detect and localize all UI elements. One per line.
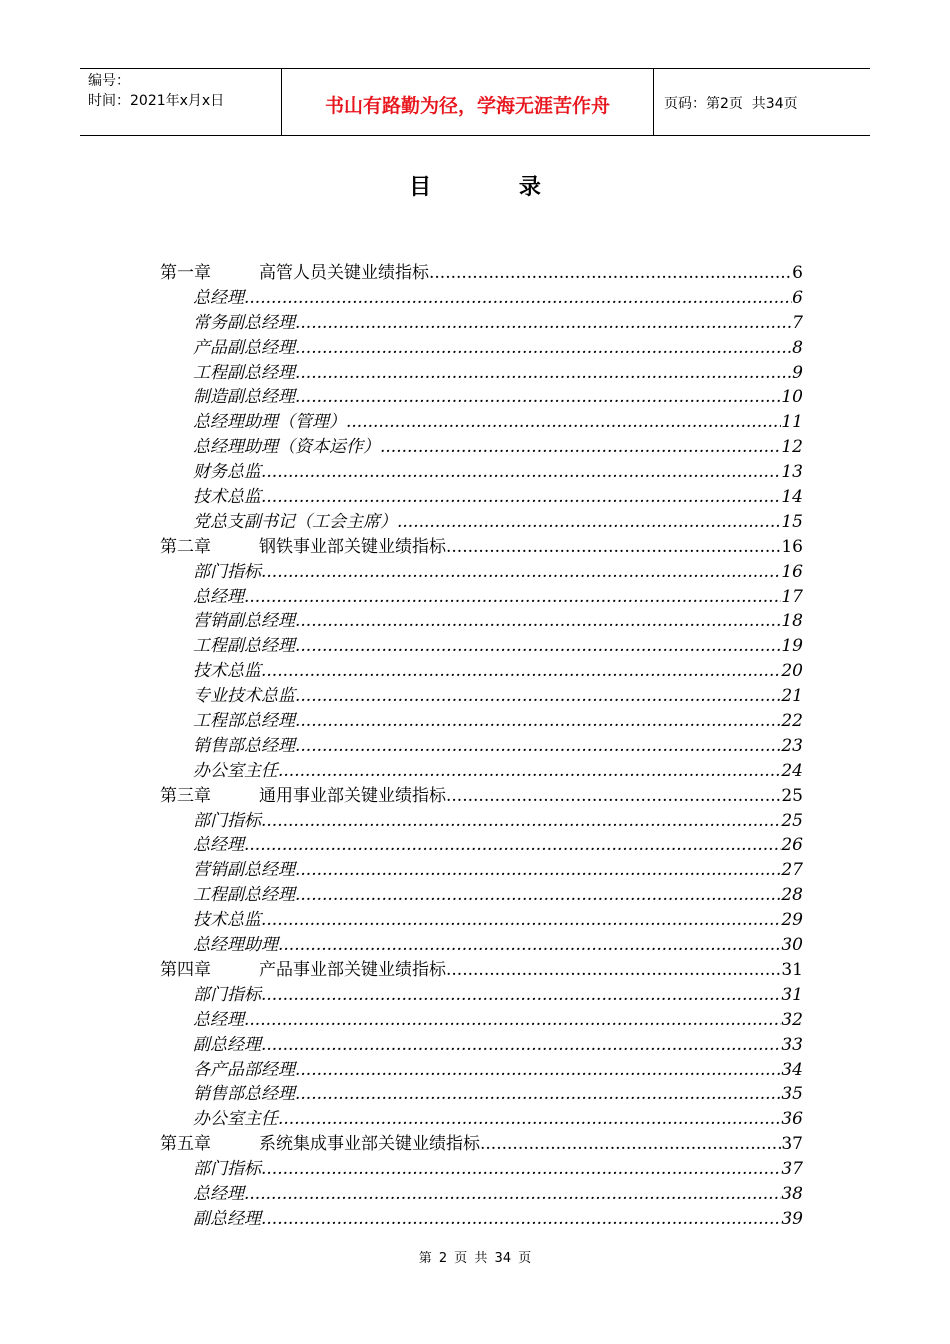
toc-dot-leader [278,1107,781,1132]
toc-page-number: 26 [781,835,803,856]
toc-entry-row[interactable] [160,858,803,883]
toc-page-number: 36 [781,1109,803,1130]
toc-entry-row[interactable] [160,809,803,834]
toc-chapter-row[interactable] [160,1132,803,1157]
document-title: 目 录 [409,175,581,200]
toc-entry-row[interactable] [160,1033,803,1058]
toc-entry-label: 财务总监 [193,462,261,483]
toc-dot-leader [244,286,792,311]
toc-dot-leader [295,609,781,634]
toc-page-number: 31 [781,984,803,1005]
toc-entry-row[interactable] [160,460,803,485]
toc-dot-leader [261,460,781,485]
toc-entry-label: 工程副总经理 [193,885,295,906]
toc-entry-label: 部门指标 [193,984,261,1005]
toc-dot-leader [446,958,781,983]
toc-page-number: 33 [781,1034,803,1055]
toc-dot-leader [295,734,781,759]
toc-entry-label: 总经理 [193,586,244,607]
toc-entry-label: 副总经理 [193,1034,261,1055]
toc-dot-leader [261,1033,781,1058]
toc-page-number: 37 [781,1134,803,1155]
toc-entry-label: 产品事业部关键业绩指标 [259,959,446,980]
toc-page-number: 22 [781,711,803,732]
toc-dot-leader [446,535,781,560]
toc-page-number: 7 [792,312,803,333]
toc-dot-leader [261,560,781,585]
toc-entry-label: 总经理助理（资本运作） [193,437,380,458]
number-label: 编号： [88,73,130,89]
header-motto: 书山有路勤为径，学海无涯苦作舟 [282,69,654,135]
toc-dot-leader [244,833,781,858]
page-footer: 第 2 页 共 34 页 [418,1251,532,1266]
toc-entry-row[interactable] [160,1008,803,1033]
toc-entry-row[interactable] [160,336,803,361]
toc-entry-label: 工程部总经理 [193,711,295,732]
page-info-text: 页码：第2页 共34页 [664,96,798,112]
toc-page-number: 21 [781,686,803,707]
toc-dot-leader [278,759,781,784]
toc-entry-label: 技术总监 [193,661,261,682]
toc-entry-label: 技术总监 [193,910,261,931]
toc-dot-leader [397,510,781,535]
toc-page-number: 30 [781,935,803,956]
toc-page-number: 34 [781,1059,803,1080]
header-page-info [654,69,870,135]
toc-dot-leader [295,684,781,709]
toc-entry-row[interactable] [160,510,803,535]
toc-entry-label: 专业技术总监 [193,686,295,707]
toc-page-number: 29 [781,910,803,931]
page-header [80,68,870,136]
toc-dot-leader [346,410,781,435]
toc-dot-leader [295,634,781,659]
toc-entry-label: 制造副总经理 [193,387,295,408]
toc-page-number: 15 [781,511,803,532]
toc-page-number: 17 [781,586,803,607]
toc-dot-leader [261,809,781,834]
toc-entry-label: 党总支副书记（工会主席） [193,511,397,532]
toc-dot-leader [295,361,792,386]
toc-entry-label: 钢铁事业部关键业绩指标 [259,536,446,557]
toc-entry-label: 工程副总经理 [193,636,295,657]
toc-entry-row[interactable] [160,634,803,659]
toc-chapter-row[interactable] [160,958,803,983]
toc-page-number: 13 [781,462,803,483]
toc-entry-label: 高管人员关键业绩指标 [259,263,429,283]
toc-entry-row[interactable] [160,585,803,610]
toc-dot-leader [261,485,781,510]
toc-dot-leader [295,311,792,336]
toc-dot-leader [244,1182,781,1207]
toc-dot-leader [429,261,792,286]
toc-dot-leader [261,908,781,933]
toc-page-number: 25 [781,810,803,831]
toc-page-number: 23 [781,735,803,756]
toc-chapter-number: 第五章 [160,1134,211,1155]
toc-chapter-row[interactable] [160,784,803,809]
toc-entry-row[interactable] [160,1107,803,1132]
toc-page-number: 27 [781,860,803,881]
toc-chapter-row[interactable] [160,261,803,286]
toc-dot-leader [295,858,781,883]
toc-dot-leader [295,709,781,734]
toc-dot-leader [295,1058,781,1083]
toc-entry-row[interactable] [160,983,803,1008]
toc-dot-leader [244,1008,781,1033]
toc-entry-row[interactable] [160,1157,803,1182]
toc-entry-label: 常务副总经理 [193,312,295,333]
toc-entry-row[interactable] [160,361,803,386]
toc-entry-label: 副总经理 [193,1208,261,1229]
toc-entry-label: 系统集成事业部关键业绩指标 [259,1134,480,1155]
toc-page-number: 16 [781,561,803,582]
toc-entry-row[interactable] [160,684,803,709]
toc-chapter-number: 第三章 [160,785,211,806]
toc-entry-label: 部门指标 [193,1159,261,1180]
toc-entry-row[interactable] [160,1207,803,1232]
toc-page-number: 25 [781,785,803,806]
toc-entry-label: 部门指标 [193,810,261,831]
toc-dot-leader [295,336,792,361]
toc-entry-label: 营销副总经理 [193,611,295,632]
toc-entry-row[interactable] [160,908,803,933]
toc-entry-row[interactable] [160,1182,803,1207]
toc-entry-label: 总经理 [193,1183,244,1204]
toc-page-number: 9 [792,362,803,383]
toc-entry-row[interactable] [160,286,803,311]
toc-entry-row[interactable] [160,734,803,759]
toc-entry-label: 总经理助理（管理） [193,412,346,433]
toc-chapter-number: 第四章 [160,959,211,980]
toc-dot-leader [295,385,781,410]
table-of-contents [160,261,803,1232]
toc-entry-row[interactable] [160,659,803,684]
toc-entry-label: 各产品部经理 [193,1059,295,1080]
toc-entry-row[interactable] [160,1082,803,1107]
toc-entry-label: 总经理 [193,1009,244,1030]
toc-dot-leader [380,435,781,460]
toc-entry-row[interactable] [160,560,803,585]
toc-dot-leader [244,585,781,610]
toc-page-number: 6 [792,263,803,283]
toc-page-number: 38 [781,1183,803,1204]
header-meta [80,69,282,135]
toc-entry-row[interactable] [160,1058,803,1083]
toc-entry-label: 总经理 [193,287,244,308]
toc-page-number: 18 [781,611,803,632]
toc-entry-row[interactable] [160,759,803,784]
toc-entry-label: 总经理 [193,835,244,856]
toc-entry-label: 部门指标 [193,561,261,582]
toc-entry-row[interactable] [160,933,803,958]
toc-page-number: 37 [781,1159,803,1180]
toc-entry-label: 通用事业部关键业绩指标 [259,785,446,806]
toc-entry-row[interactable] [160,833,803,858]
toc-page-number: 14 [781,487,803,508]
toc-page-number: 10 [781,387,803,408]
toc-entry-row[interactable] [160,410,803,435]
toc-page-number: 20 [781,661,803,682]
toc-page-number: 8 [792,337,803,358]
toc-chapter-number: 第二章 [160,536,211,557]
toc-page-number: 24 [781,760,803,781]
toc-chapter-row[interactable] [160,535,803,560]
toc-page-number: 35 [781,1084,803,1105]
toc-page-number: 31 [781,959,803,980]
toc-entry-row[interactable] [160,883,803,908]
toc-dot-leader [295,1082,781,1107]
toc-entry-label: 办公室主任 [193,1109,278,1130]
toc-page-number: 11 [781,412,803,433]
toc-entry-label: 总经理助理 [193,935,278,956]
toc-dot-leader [480,1132,781,1157]
toc-page-number: 32 [781,1009,803,1030]
toc-dot-leader [446,784,781,809]
toc-entry-row[interactable] [160,709,803,734]
toc-dot-leader [278,933,781,958]
toc-entry-label: 营销副总经理 [193,860,295,881]
toc-chapter-number: 第一章 [160,263,211,283]
toc-dot-leader [261,983,781,1008]
toc-entry-label: 销售部总经理 [193,1084,295,1105]
toc-entry-row[interactable] [160,435,803,460]
toc-dot-leader [295,883,781,908]
toc-entry-label: 销售部总经理 [193,735,295,756]
toc-entry-row[interactable] [160,385,803,410]
toc-entry-row[interactable] [160,609,803,634]
toc-page-number: 19 [781,636,803,657]
toc-page-number: 12 [781,437,803,458]
toc-page-number: 28 [781,885,803,906]
toc-entry-label: 技术总监 [193,487,261,508]
toc-entry-row[interactable] [160,485,803,510]
date-label: 时间：2021年x月x日 [88,93,225,109]
toc-page-number: 16 [781,536,803,557]
toc-page-number: 6 [792,287,803,308]
toc-dot-leader [261,1157,781,1182]
toc-dot-leader [261,1207,781,1232]
toc-entry-label: 工程副总经理 [193,362,295,383]
toc-page-number: 39 [781,1208,803,1229]
toc-entry-label: 办公室主任 [193,760,278,781]
toc-entry-label: 产品副总经理 [193,337,295,358]
toc-entry-row[interactable] [160,311,803,336]
toc-dot-leader [261,659,781,684]
